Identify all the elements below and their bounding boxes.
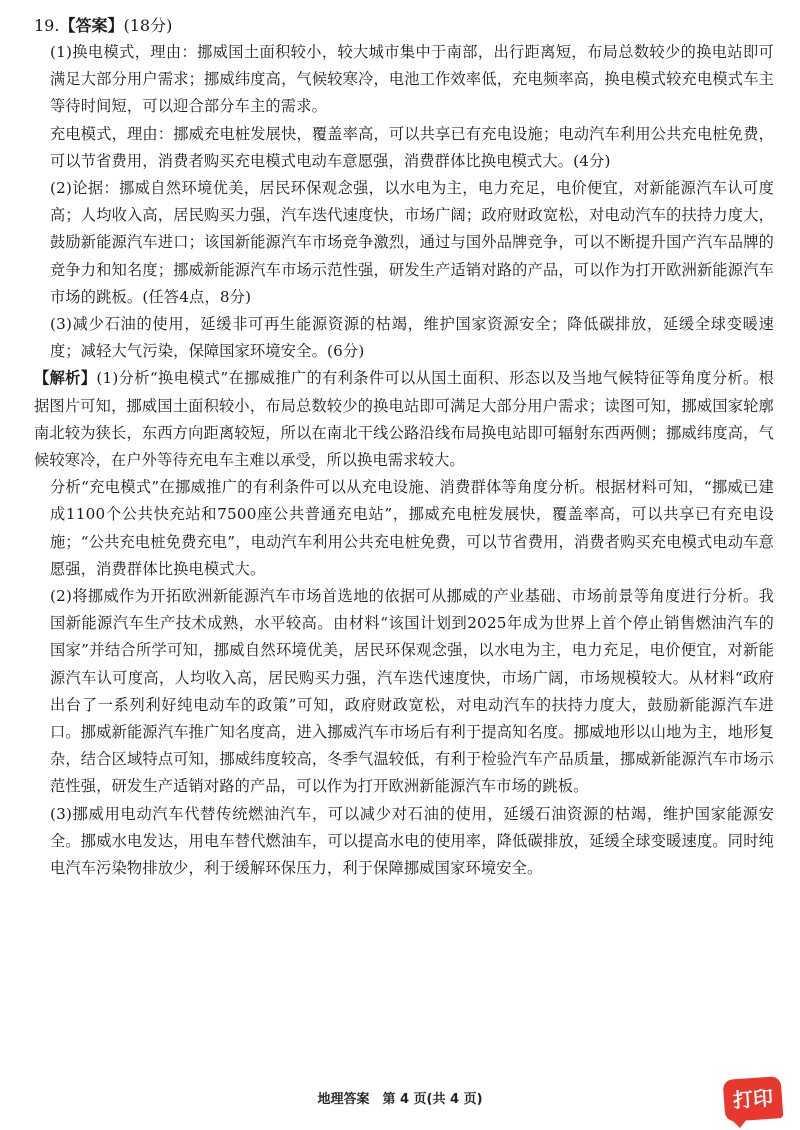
analysis-tag: 【解析】 bbox=[34, 369, 97, 388]
answer-part-1-alt: 充电模式，理由：挪威充电桩发展快，覆盖率高，可以共享已有充电设施；电动汽车利用公共充电桩免费，可以节省费用，消费者购买充电模式电动车意愿强，消费群体比换电模式大。(4分) bbox=[50, 124, 774, 170]
question-number: 19. bbox=[34, 16, 60, 35]
analysis-part-1-alt: 分析“充电模式”在挪威推广的有利条件可以从充电设施、消费群体等角度分析。根据材料可知，“挪威已建成1100个公共快充站和7500座公共普通充电站”，挪威充电桩发展快，覆盖率高，可以共享已有充电设施；“公共充电桩免费充电”，电动汽车利用公共充电桩免费，可以节省费用，消费者购买充电模式电动车意愿强，消费群体比换电模式大。 bbox=[50, 478, 774, 578]
answer-tag: 【答案】 bbox=[59, 16, 124, 35]
page-footer: 地理答案 第 4 页(共 4 页) bbox=[317, 1092, 483, 1107]
question-score: (18分) bbox=[123, 16, 173, 35]
answer-part-3: (3)减少石油的使用，延缓非可再生能源资源的枯竭，维护国家资源安全；降低碳排放，延缓全球变暖速度；减轻大气污染，保障国家环境安全。(6分) bbox=[50, 315, 774, 361]
analysis-part-1 bbox=[34, 365, 774, 474]
print-stamp-icon: 打印 bbox=[723, 1076, 784, 1122]
answer-part-1: (1)换电模式，理由：挪威国土面积较小，较大城市集中于南部，出行距离短，布局总数较少的换电站即可满足大部分用户需求；挪威纬度高，气候较寒冷，电池工作效率低，充电频率高，换电模式较充电模式车主等待时间短，可以迎合部分车主的需求。 bbox=[50, 43, 774, 116]
answer-part-2: (2)论据：挪威自然环境优美，居民环保观念强，以水电为主，电力充足，电价便宜，对新能源汽车认可度高；人均收入高，居民购买力强，汽车迭代速度快，市场广阔；政府财政宽松，对电动汽车的扶持力度大，鼓励新能源汽车进口；该国新能源汽车市场竞争激烈，通过与国外品牌竞争，可以不断提升国产汽车品牌的竞争力和知名度；挪威新能源汽车市场示范性强，研发生产适销对路的产品，可以作为打开欧洲新能源汽车市场的跳板。(任答4点，8分) bbox=[50, 179, 774, 306]
answer-content bbox=[34, 12, 774, 882]
analysis-part-2: (2)将挪威作为开拓欧洲新能源汽车市场首选地的依据可从挪威的产业基础、市场前景等角度进行分析。我国新能源汽车生产技术成熟，水平较高。由材料“该国计划到2025年成为世界上首个停止销售燃油汽车的国家”并结合所学可知，挪威自然环境优美，居民环保观念强，以水电为主，电力充足，电价便宜，对新能源汽车认可度高，人均收入高，居民购买力强，汽车迭代速度快，市场广阔，市场规模较大。从材料“政府出台了一系列利好纯电动车的政策”可知，政府财政宽松，对电动汽车的扶持力度大，鼓励新能源汽车进口。挪威新能源汽车推广知名度高，进入挪威汽车市场后有利于提高知名度。挪威地形以山地为主，地形复杂，结合区域特点可知，挪威纬度较高，冬季气温较低，有利于检验汽车产品质量，挪威新能源汽车市场示范性强，研发生产适销对路的产品，可以作为打开欧洲新能源汽车市场的跳板。 bbox=[50, 587, 774, 796]
analysis-part-3: (3)挪威用电动汽车代替传统燃油汽车，可以减少对石油的使用，延缓石油资源的枯竭，维护国家能源安全。挪威水电发达，用电车替代燃油车，可以提高水电的使用率，降低碳排放，延缓全球变暖速度。同时纯电汽车污染物排放少，利于缓解环保压力，利于保障挪威国家环境安全。 bbox=[50, 804, 774, 878]
question-header bbox=[34, 12, 774, 39]
analysis-text-1: (1)分析“换电模式”在挪威推广的有利条件可以从国土面积、形态以及当地气候特征等角度分析。根据图片可知，挪威国土面积较小，布局总数较少的换电站即可满足大部分用户需求；读图可知，挪威国家轮廓南北较为狭长，东西方向距离较短，所以在南北干线公路沿线布局换电站即可辐射东西两侧；挪威纬度高，气候较寒冷，在户外等待充电车主难以承受，所以换电需求较大。 bbox=[34, 369, 774, 470]
